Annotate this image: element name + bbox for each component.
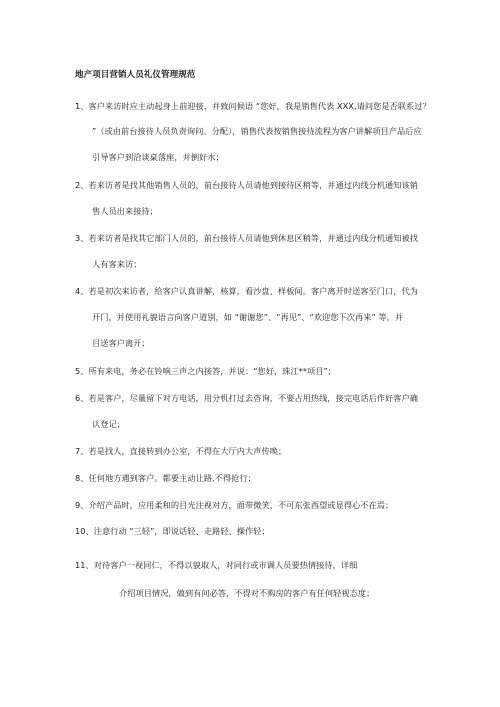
paragraph-line: 3、若来访者是找其它部门人员的，前台接待人员请他到休息区稍等，并通过内线分机通知被找	[75, 233, 418, 243]
paragraph-line: 2、若来访者是找其他销售人员的，前台接待人员请他到接待区稍等，并通过内线分机通知该销	[75, 180, 418, 190]
paragraph-line: 介绍项目情况，做到有问必答，不得对不购房的客户有任何轻视态度；	[119, 588, 375, 598]
paragraph-line: 4、若是初次来访者，给客户认真讲解，核算，看沙盘、样板间。客户离开时送客至门口，代为	[75, 286, 418, 296]
paragraph-line: 目送客户离开；	[92, 338, 150, 348]
paragraph-line: 人有客来访；	[92, 259, 142, 269]
paragraph-line: 6、若是客户，尽量留下对方电话，用分机打过去咨询，不要占用热线，接完电话后作好客户确	[75, 393, 418, 403]
document-title: 地产项目营销人员礼仪管理规范	[75, 70, 196, 80]
paragraph-line: 售人员出来接待；	[92, 206, 158, 216]
paragraph-line: 10、注意行动 “三轻”，即说话轻、走路轻、操作轻；	[75, 526, 270, 536]
paragraph-line: ”（或由前台接待人员负责询问、分配），销售代表按销售接待流程为客户讲解项目产品后应	[92, 126, 422, 136]
paragraph-line: 9、介绍产品时，应用柔和的目光注视对方，面带微笑，不可东张西望或显得心不在焉；	[75, 500, 394, 510]
paragraph-line: 5、所有来电，务必在铃响三声之内接答，并说：“您好，珠江**项目”；	[75, 366, 337, 376]
paragraph-line: 1、客户来访时应主动起身上前迎接，并致问候语 “您好，我是销售代表 XXX,请问您是否联系过？	[75, 101, 431, 111]
paragraph-line: 开门，并使用礼貌语言向客户道别，如 “谢谢您”、“再见”、“欢迎您下次再来” 等，并	[92, 312, 404, 322]
paragraph-line: 引导客户到洽谈桌落座，并倒好水；	[92, 152, 224, 162]
paragraph-line: 8、任何地方遇到客户。都要主动让路,不得抢行；	[75, 473, 256, 483]
paragraph-line: 7、若是找人，直接转到办公室，不得在大厅内大声传唤；	[75, 446, 287, 456]
paragraph-line: 认登记；	[92, 419, 125, 429]
paragraph-line: 11、对待客户一视同仁，不得以貌取人，对同行或市调人员要热情接待，详细	[75, 560, 358, 570]
